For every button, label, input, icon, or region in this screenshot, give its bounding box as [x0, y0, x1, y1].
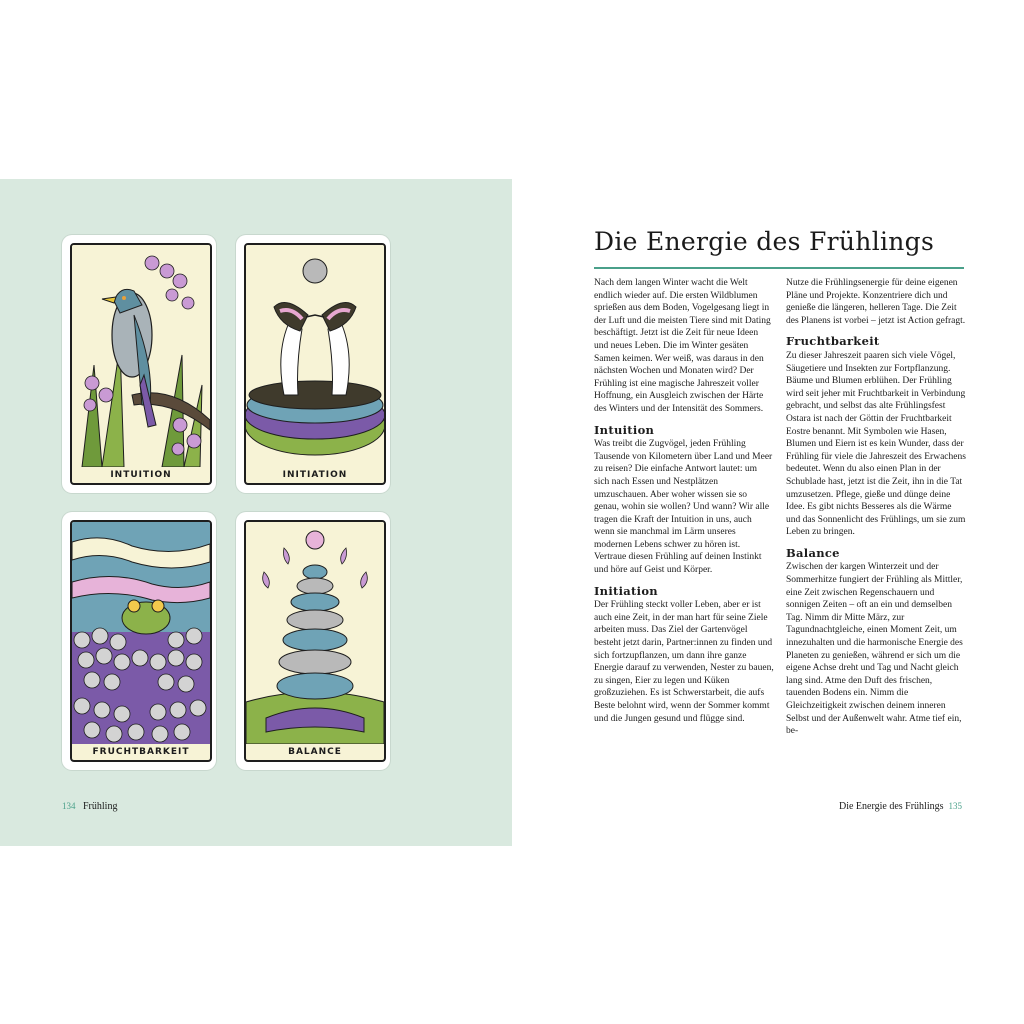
title-rule: [594, 267, 964, 269]
card-label: FRUCHTBARKEIT: [70, 744, 212, 762]
card-label: BALANCE: [244, 744, 386, 762]
balance-paragraph: Zwischen der kargen Winterzeit und der Sommerhitze fungiert der Frühling als Mittler, eine Zeit zwischen Regenschauern und sonnigen Zeiten – oft an ein und demselben Tag. Nimm dir Mitte März, zur Tagundnachtgleiche, einen Moment Zeit, um innezuhalten und die harmonische Energie des Planeten zu genießen, während er sich um die eigene Achse dreht und Tag und Nacht gleich lang sind. Atme den Duft des frischen, tauenden Bodens ein. Nimm die Gleichzeitigkeit zwischen deinem inneren Selbst und der Außenwelt wahr. Atme tief ein, be-: [786, 562, 963, 737]
running-head: Die Energie des Frühlings: [838, 801, 944, 812]
tarot-card-fruchtbarkeit: [62, 512, 216, 770]
running-head: Frühling: [83, 801, 118, 812]
tarot-card-intuition: [62, 235, 216, 493]
intro-paragraph-continued: Nutze die Frühlingsenergie für deine eigenen Pläne und Projekte. Konzentriere dich und genieße die längeren, helleren Tage. Die Zeit des Planens ist vorbei – jetzt ist Action gefragt.: [786, 278, 966, 326]
left-page: [0, 179, 512, 846]
intuition-paragraph: Was treibt die Zugvögel, jeden Frühling Tausende von Kilometern über Land und Meer zu reisen? Die einfache Antwort lautet: um sich nach Essen und Nestplätzen umzuschauen. Aber woher wissen sie so genau, wohin sie wollen? Und wann? Wir alle tragen die Kraft der Intuition in uns, auch wenn sie manchmal im Lärm unseres modernen Lebens schwer zu hören ist. Vertraue diesen Frühling auf deinen Instinkt und höre auf Geist und Körper.: [594, 439, 773, 576]
cuckoo-illustration: [70, 243, 212, 469]
right-page: [512, 179, 1024, 846]
right-folio: [839, 801, 962, 812]
intro-paragraph: Nach dem langen Winter wacht die Welt endlich wieder auf. Die ersten Wildblumen sprießen aus dem Boden, Vogelgesang liegt in der Luft und die meisten Tiere sind mit Dating beschäftigt. Jetzt ist die Zeit für neue Ideen und neues Leben. Die im Winter gesäten Samen keimen. Wer weiß, was daraus in den nächsten Wochen und Monaten wird? Der Frühling ist eine magische Jahreszeit voller Hoffnung, ein Ausgleich zwischen der Härte des Winters und der Intensität des Sommers.: [594, 278, 771, 414]
heading-intuition: Intuition: [594, 422, 655, 437]
frog-illustration: [70, 520, 212, 746]
tarot-card-initiation: [236, 235, 390, 493]
initiation-paragraph: Der Frühling steckt voller Leben, aber er ist auch eine Zeit, in der man hart für seine Ziele arbeiten muss. Das Ziel der Gartenvögel besteht jetzt darin, Partner:innen zu finden und sich fortzupflanzen, um dann ihre ganze Energie darauf zu verwenden, Nester zu bauen, zu singen, Eier zu legen und Küken großzuziehen. Es ist Schwerstarbeit, die aufs Beste belohnt wird, wenn der Sommer kommt und die Jungen gesund und flügge sind.: [594, 600, 774, 724]
heading-balance: Balance: [786, 545, 840, 560]
text-column-left: [594, 277, 774, 727]
heading-fruchtbarkeit: Fruchtbarkeit: [786, 334, 880, 349]
fruchtbarkeit-paragraph: Zu dieser Jahreszeit paaren sich viele Vögel, Säugetiere und Insekten zur Fortpflanzung. Bäume und Blumen erblühen. Der Frühling wird seit jeher mit Fruchtbarkeit in Verbindung gebracht, und selbst das alte Frühlingsfest Ostara ist nach der Göttin der Fruchtbarkeit Eostre benannt. Mit Symbolen wie Hasen, Blumen und Eiern ist es kein Wunder, dass der Frühling für viele die Jahreszeit des Erwachens bedeutet. Wenn du also einen Plan in der Schublade hast, jetzt ist die Zeit, ihn in die Tat umzusetzen. Pflege, gieße und dünge deine Idee. Es gibt nichts Besseres als die Wärme und das Sonnenlicht des Frühlings, um sie zum Leben zu bringen.: [786, 350, 966, 538]
stones-illustration: [244, 520, 386, 746]
heading-initiation: Initiation: [594, 583, 658, 598]
card-label: INTUITION: [70, 467, 212, 485]
card-label: INITIATION: [244, 467, 386, 485]
tarot-card-balance: [236, 512, 390, 770]
grebes-illustration: [244, 243, 386, 469]
text-column-right: [786, 277, 966, 740]
book-spread: [0, 179, 1024, 846]
left-folio: [62, 801, 117, 812]
page-number: 135: [948, 801, 962, 811]
page-title: Die Energie des Frühlings: [594, 227, 935, 256]
page-number: 134: [62, 801, 76, 811]
